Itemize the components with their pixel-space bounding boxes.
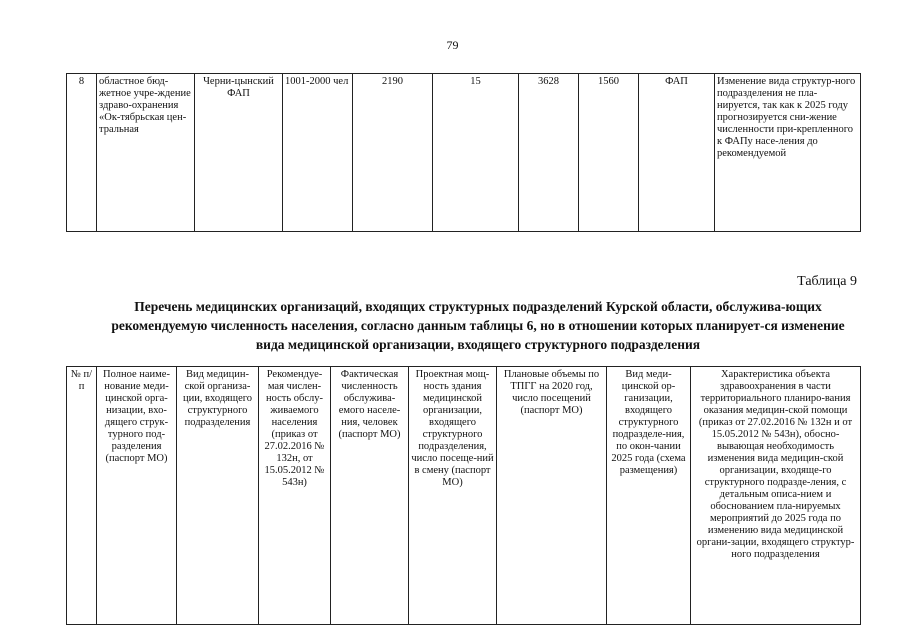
header-org-name: Полное наиме-нование меди-цинской орга-низации, вхо-дящего струк-турного под-разделения (паспорт МО) [97, 367, 177, 625]
header-row [67, 367, 861, 625]
planned-type-cell: ФАП [639, 74, 715, 232]
table-heading: Перечень медицинских организаций, входящих структурных подразделений Курской области, обслужива-ющих рекомендуемую численность населения, согласно данным таблицы 6, но в отношении которых планирует-ся изменение вида медицинской организации, входящего структурного подразделения [111, 299, 845, 352]
row-number: 8 [67, 74, 97, 232]
continued-table [66, 73, 861, 232]
unit-cell: Черни-цынский ФАП [195, 74, 283, 232]
header-number: № п/п [67, 367, 97, 625]
population-range-cell: 1001-2000 чел [283, 74, 353, 232]
table-9-header [66, 366, 861, 625]
header-characteristic: Характеристика объекта здравоохранения в части территориального планиро-вания оказания медицин-ской помощи (приказ от 27.02.2016 № 132н и от 15.05.2012 № 543н), обосно-вывающая необходимость изменения вида медицин-ской организации, входяще-го структурного подразде-ления, с детальным описа-нием и обоснованием пла-нируемых мероприятий до 2025 года по изменению вида медицинской органи-зации, входящего структур-ного подразделения [691, 367, 861, 625]
header-actual: Фактическая численность обслужива-емого населе-ния, человек (паспорт МО) [331, 367, 409, 625]
note-cell: Изменение вида структур-ного подразделения не пла-нируется, так как к 2025 году прогнозируется сни-жение численности при-крепленного к ФАПу насе-ления до рекомендуемой [715, 74, 861, 232]
header-org-type: Вид медицин-ской организа-ции, входящего структурного подразделения [177, 367, 259, 625]
visits-cell: 1560 [579, 74, 639, 232]
page-number: 79 [446, 38, 459, 52]
header-type-2025: Вид меди-цинской ор-ганизации, входящего структурного подразделе-ния, по окон-чании 2025 года (схема размещения) [607, 367, 691, 625]
header-capacity: Проектная мощ-ность здания медицинской организации, входящего структурного подразделения, число посеще-ний в смену (паспорт МО) [409, 367, 497, 625]
header-recommended: Рекомендуе-мая числен-ность обслу-живаемого населения (приказ от 27.02.2016 № 132н, от 15.05.2012 № 543н) [259, 367, 331, 625]
recommended-cell: 2190 [353, 74, 433, 232]
capacity-cell: 3628 [519, 74, 579, 232]
org-name-cell: областное бюд-жетное учре-ждение здраво-охранения «Ок-тябрьская цен-тральная [97, 74, 195, 232]
actual-cell: 15 [433, 74, 519, 232]
table-caption: Таблица 9 [797, 274, 857, 289]
header-planned-volume: Плановые объемы по ТПГГ на 2020 год, число посещений (паспорт МО) [497, 367, 607, 625]
table-row [67, 74, 861, 232]
